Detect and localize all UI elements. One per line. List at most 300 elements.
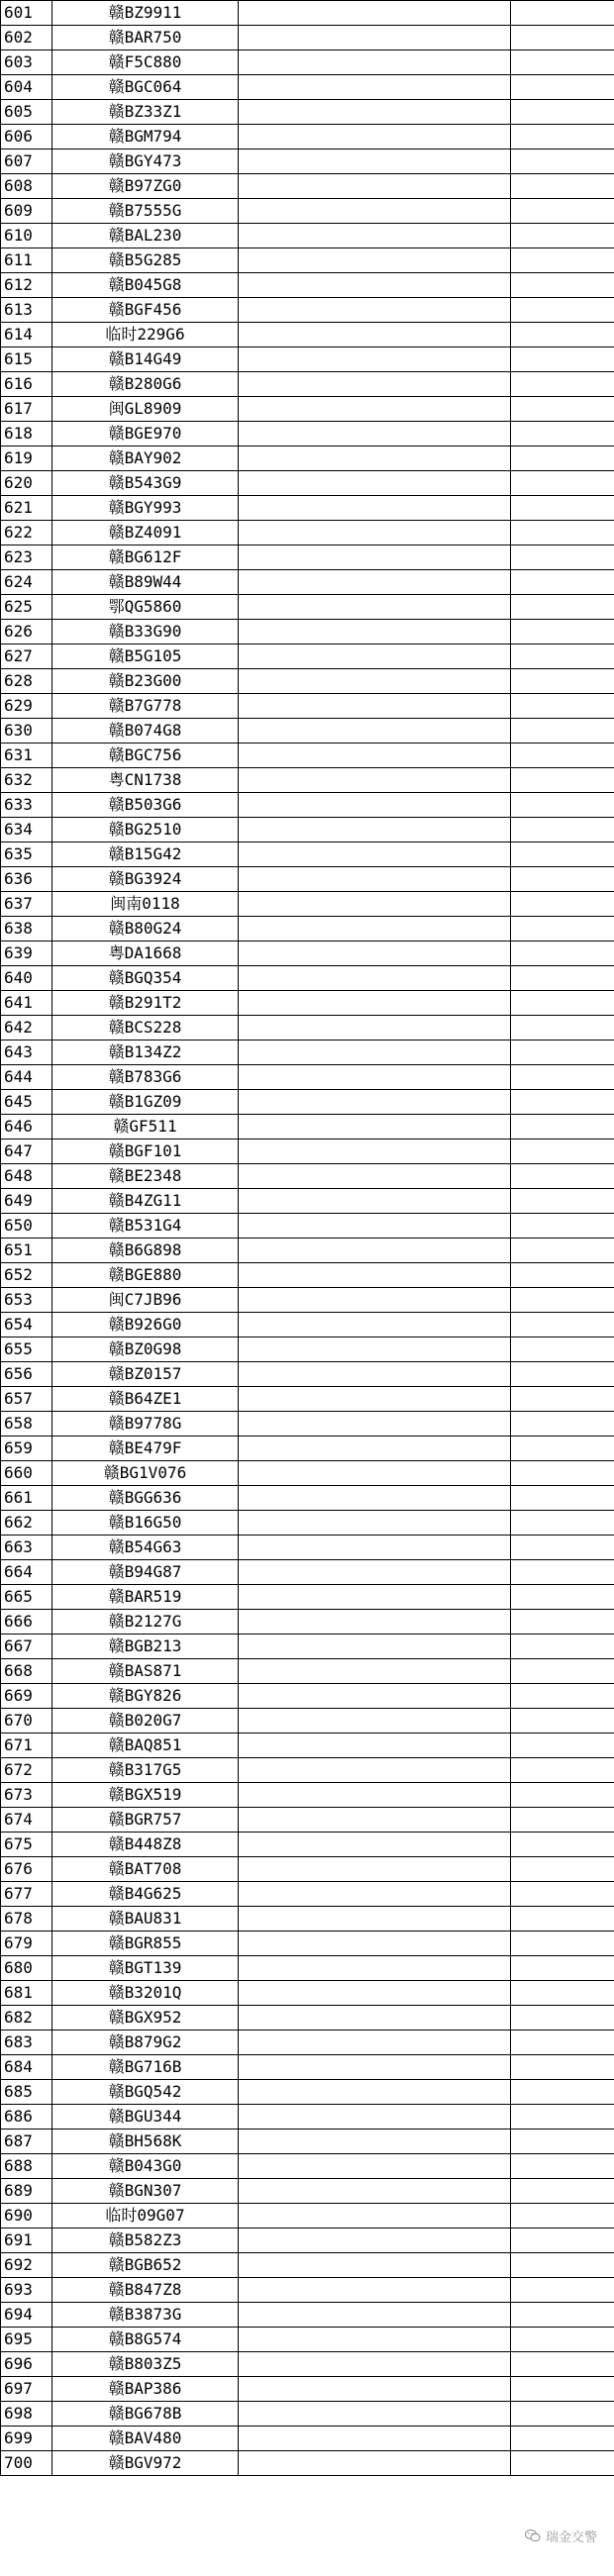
plate-number: 赣BGX519 <box>52 1783 239 1808</box>
row-number: 619 <box>1 446 52 471</box>
plate-number: 鄂QG5860 <box>52 595 239 620</box>
row-number: 612 <box>1 273 52 298</box>
plate-number: 赣BG612F <box>52 545 239 570</box>
plate-number: 闽GL8909 <box>52 397 239 422</box>
plate-number: 赣B97ZG0 <box>52 174 239 199</box>
plate-number: 赣BZ0G98 <box>52 1338 239 1362</box>
empty-cell <box>239 248 511 273</box>
table-row <box>1 1684 614 1709</box>
table-row <box>1 496 614 521</box>
plate-number: 赣B8G574 <box>52 2328 239 2352</box>
plate-number: 赣BE479F <box>52 1437 239 1461</box>
empty-cell <box>239 521 511 545</box>
row-number: 653 <box>1 1288 52 1313</box>
empty-cell <box>239 694 511 719</box>
table-row <box>1 595 614 620</box>
table-row <box>1 1437 614 1461</box>
row-number: 615 <box>1 347 52 372</box>
empty-cell <box>511 1981 614 2006</box>
row-number: 673 <box>1 1783 52 1808</box>
empty-cell <box>511 966 614 991</box>
account-watermark <box>522 2526 600 2546</box>
empty-cell <box>511 2080 614 2105</box>
empty-cell <box>511 2303 614 2328</box>
empty-cell <box>511 2229 614 2253</box>
empty-cell <box>511 1956 614 1981</box>
empty-cell <box>511 1313 614 1338</box>
row-number: 658 <box>1 1412 52 1437</box>
row-number: 687 <box>1 2130 52 2154</box>
empty-cell <box>239 595 511 620</box>
row-number: 686 <box>1 2105 52 2130</box>
table-row <box>1 372 614 397</box>
empty-cell <box>239 892 511 917</box>
row-number: 668 <box>1 1659 52 1684</box>
table-row <box>1 1610 614 1635</box>
table-row <box>1 397 614 422</box>
empty-cell <box>511 1461 614 1486</box>
table-row <box>1 1461 614 1486</box>
empty-cell <box>239 1263 511 1288</box>
empty-cell <box>511 397 614 422</box>
table-row <box>1 1412 614 1437</box>
plate-number: 赣BGE970 <box>52 422 239 446</box>
table-row <box>1 1857 614 1882</box>
empty-cell <box>511 1090 614 1115</box>
empty-cell <box>511 867 614 892</box>
empty-cell <box>511 1882 614 1907</box>
empty-cell <box>239 2006 511 2031</box>
table-row <box>1 1511 614 1536</box>
row-number: 662 <box>1 1511 52 1536</box>
table-row <box>1 1907 614 1932</box>
plate-number: 赣BG1V076 <box>52 1461 239 1486</box>
row-number: 670 <box>1 1709 52 1734</box>
table-row <box>1 1040 614 1065</box>
table-row <box>1 644 614 669</box>
row-number: 641 <box>1 991 52 1016</box>
plate-number: 赣B7555G <box>52 199 239 224</box>
row-number: 695 <box>1 2328 52 2352</box>
empty-cell <box>239 2055 511 2080</box>
empty-cell <box>511 1189 614 1214</box>
table-row <box>1 1139 614 1164</box>
empty-cell <box>511 1338 614 1362</box>
table-row <box>1 2031 614 2055</box>
empty-cell <box>239 2179 511 2204</box>
plate-number: 赣BG2510 <box>52 818 239 842</box>
plate-number: 闽C7JB96 <box>52 1288 239 1313</box>
table-row <box>1 2253 614 2278</box>
row-number: 649 <box>1 1189 52 1214</box>
row-number: 617 <box>1 397 52 422</box>
plate-number: 赣B317G5 <box>52 1758 239 1783</box>
empty-cell <box>511 199 614 224</box>
table-row <box>1 1 614 26</box>
empty-cell <box>239 768 511 793</box>
empty-cell <box>511 298 614 323</box>
empty-cell <box>239 966 511 991</box>
plate-number: 赣BAS871 <box>52 1659 239 1684</box>
empty-cell <box>511 1659 614 1684</box>
plate-number: 赣B582Z3 <box>52 2229 239 2253</box>
table-row <box>1 867 614 892</box>
row-number: 679 <box>1 1932 52 1956</box>
empty-cell <box>511 818 614 842</box>
empty-cell <box>511 1758 614 1783</box>
row-number: 633 <box>1 793 52 818</box>
empty-cell <box>511 719 614 743</box>
empty-cell <box>239 2031 511 2055</box>
row-number: 696 <box>1 2352 52 2377</box>
empty-cell <box>239 2451 511 2476</box>
table-row <box>1 1734 614 1758</box>
row-number: 677 <box>1 1882 52 1907</box>
row-number: 669 <box>1 1684 52 1709</box>
plate-number: 赣B074G8 <box>52 719 239 743</box>
empty-cell <box>511 1783 614 1808</box>
table-row <box>1 2154 614 2179</box>
empty-cell <box>239 793 511 818</box>
empty-cell <box>511 1610 614 1635</box>
empty-cell <box>511 2402 614 2427</box>
plate-number: 赣BGV972 <box>52 2451 239 2476</box>
empty-cell <box>511 1214 614 1238</box>
empty-cell <box>511 2154 614 2179</box>
plate-number: 赣BGY826 <box>52 1684 239 1709</box>
empty-cell <box>239 2229 511 2253</box>
empty-cell <box>239 1139 511 1164</box>
table-row <box>1 570 614 595</box>
row-number: 683 <box>1 2031 52 2055</box>
table-row <box>1 2055 614 2080</box>
empty-cell <box>511 1115 614 1139</box>
plate-number: 赣B5G105 <box>52 644 239 669</box>
row-number: 652 <box>1 1263 52 1288</box>
empty-cell <box>511 100 614 125</box>
plate-number: 赣BGY473 <box>52 149 239 174</box>
row-number: 691 <box>1 2229 52 2253</box>
plate-number: 赣B543G9 <box>52 471 239 496</box>
empty-cell <box>511 174 614 199</box>
empty-cell <box>239 1857 511 1882</box>
table-row <box>1 1338 614 1362</box>
row-number: 663 <box>1 1536 52 1560</box>
empty-cell <box>239 1214 511 1238</box>
row-number: 684 <box>1 2055 52 2080</box>
row-number: 634 <box>1 818 52 842</box>
empty-cell <box>239 1115 511 1139</box>
plate-number: 赣B531G4 <box>52 1214 239 1238</box>
table-row <box>1 1288 614 1313</box>
row-number: 676 <box>1 1857 52 1882</box>
empty-cell <box>239 1956 511 1981</box>
plate-number: 赣BAP386 <box>52 2377 239 2402</box>
table-row <box>1 842 614 867</box>
plate-number: 赣B020G7 <box>52 1709 239 1734</box>
empty-cell <box>239 422 511 446</box>
table-row <box>1 1659 614 1684</box>
empty-cell <box>511 991 614 1016</box>
table-row <box>1 941 614 966</box>
empty-cell <box>239 1907 511 1932</box>
empty-cell <box>511 1585 614 1610</box>
plate-number: 赣B1GZ09 <box>52 1090 239 1115</box>
plate-number: 赣B9778G <box>52 1412 239 1437</box>
empty-cell <box>239 743 511 768</box>
row-number: 685 <box>1 2080 52 2105</box>
plate-number: 赣B2127G <box>52 1610 239 1635</box>
plate-number: 临时229G6 <box>52 323 239 347</box>
empty-cell <box>511 521 614 545</box>
empty-cell <box>239 224 511 248</box>
plate-number: 赣BAL230 <box>52 224 239 248</box>
table-row <box>1 719 614 743</box>
row-number: 610 <box>1 224 52 248</box>
row-number: 699 <box>1 2427 52 2451</box>
table-row <box>1 1090 614 1115</box>
table-row <box>1 100 614 125</box>
empty-cell <box>511 842 614 867</box>
table-row <box>1 1115 614 1139</box>
plate-number: 赣B94G87 <box>52 1560 239 1585</box>
table-row <box>1 1833 614 1857</box>
plate-number: 赣BZ0157 <box>52 1362 239 1387</box>
row-number: 611 <box>1 248 52 273</box>
table-row <box>1 1560 614 1585</box>
empty-cell <box>239 1164 511 1189</box>
empty-cell <box>511 125 614 149</box>
table-row <box>1 669 614 694</box>
row-number: 674 <box>1 1808 52 1833</box>
empty-cell <box>239 1783 511 1808</box>
row-number: 700 <box>1 2451 52 2476</box>
table-row <box>1 2303 614 2328</box>
table-row <box>1 2278 614 2303</box>
empty-cell <box>511 1734 614 1758</box>
plate-number: 临时09G07 <box>52 2204 239 2229</box>
row-number: 689 <box>1 2179 52 2204</box>
empty-cell <box>511 1709 614 1734</box>
row-number: 620 <box>1 471 52 496</box>
table-row <box>1 2204 614 2229</box>
table-row <box>1 694 614 719</box>
empty-cell <box>239 1560 511 1585</box>
table-row <box>1 1808 614 1833</box>
empty-cell <box>511 2253 614 2278</box>
empty-cell <box>511 372 614 397</box>
table-row <box>1 2402 614 2427</box>
empty-cell <box>239 1981 511 2006</box>
empty-cell <box>239 1585 511 1610</box>
table-row <box>1 199 614 224</box>
empty-cell <box>511 75 614 100</box>
row-number: 635 <box>1 842 52 867</box>
empty-cell <box>511 2179 614 2204</box>
row-number: 654 <box>1 1313 52 1338</box>
empty-cell <box>239 1659 511 1684</box>
row-number: 659 <box>1 1437 52 1461</box>
table-row <box>1 1882 614 1907</box>
row-number: 655 <box>1 1338 52 1362</box>
plate-number: 赣GF511 <box>52 1115 239 1139</box>
empty-cell <box>511 2427 614 2451</box>
plate-number: 赣BZ33Z1 <box>52 100 239 125</box>
plate-number: 赣BGF101 <box>52 1139 239 1164</box>
plate-number: 赣BGU344 <box>52 2105 239 2130</box>
table-row <box>1 1932 614 1956</box>
empty-cell <box>239 1040 511 1065</box>
row-number: 604 <box>1 75 52 100</box>
empty-cell <box>239 1189 511 1214</box>
empty-cell <box>239 1065 511 1090</box>
row-number: 622 <box>1 521 52 545</box>
empty-cell <box>511 1263 614 1288</box>
row-number: 698 <box>1 2402 52 2427</box>
table-row <box>1 2427 614 2451</box>
row-number: 646 <box>1 1115 52 1139</box>
empty-cell <box>239 2080 511 2105</box>
empty-cell <box>511 1907 614 1932</box>
plate-number: 赣B4G625 <box>52 1882 239 1907</box>
table-row <box>1 966 614 991</box>
empty-cell <box>511 2278 614 2303</box>
empty-cell <box>511 1932 614 1956</box>
empty-cell <box>511 743 614 768</box>
plate-number: 赣BGT139 <box>52 1956 239 1981</box>
row-number: 614 <box>1 323 52 347</box>
empty-cell <box>239 199 511 224</box>
table-row <box>1 1387 614 1412</box>
plate-number: 赣BAR519 <box>52 1585 239 1610</box>
empty-cell <box>239 2130 511 2154</box>
row-number: 626 <box>1 620 52 644</box>
empty-cell <box>511 1 614 26</box>
empty-cell <box>511 347 614 372</box>
empty-cell <box>239 2253 511 2278</box>
empty-cell <box>511 2031 614 2055</box>
empty-cell <box>239 496 511 521</box>
row-number: 636 <box>1 867 52 892</box>
plate-number: 赣BGR855 <box>52 1932 239 1956</box>
plate-number: 赣B5G285 <box>52 248 239 273</box>
table-row <box>1 2105 614 2130</box>
plate-number: 赣BGN307 <box>52 2179 239 2204</box>
empty-cell <box>239 1016 511 1040</box>
plate-number: 粤CN1738 <box>52 768 239 793</box>
empty-cell <box>511 2377 614 2402</box>
empty-cell <box>239 620 511 644</box>
row-number: 666 <box>1 1610 52 1635</box>
table-row <box>1 26 614 50</box>
plate-number: 赣B291T2 <box>52 991 239 1016</box>
empty-cell <box>511 50 614 75</box>
plate-number: 赣B448Z8 <box>52 1833 239 1857</box>
table-row <box>1 50 614 75</box>
empty-cell <box>511 2204 614 2229</box>
table-row <box>1 1783 614 1808</box>
empty-cell <box>239 1932 511 1956</box>
empty-cell <box>511 644 614 669</box>
table-row <box>1 347 614 372</box>
row-number: 675 <box>1 1833 52 1857</box>
plate-number: 闽南0118 <box>52 892 239 917</box>
empty-cell <box>239 100 511 125</box>
empty-cell <box>239 2278 511 2303</box>
empty-cell <box>239 75 511 100</box>
empty-cell <box>511 422 614 446</box>
plate-number: 赣B80G24 <box>52 917 239 941</box>
row-number: 661 <box>1 1486 52 1511</box>
empty-cell <box>511 2105 614 2130</box>
empty-cell <box>511 1808 614 1833</box>
empty-cell <box>511 471 614 496</box>
empty-cell <box>511 273 614 298</box>
row-number: 631 <box>1 743 52 768</box>
empty-cell <box>511 1040 614 1065</box>
row-number: 643 <box>1 1040 52 1065</box>
empty-cell <box>239 347 511 372</box>
table-row <box>1 793 614 818</box>
empty-cell <box>239 1338 511 1362</box>
empty-cell <box>239 1412 511 1437</box>
table-row <box>1 1164 614 1189</box>
empty-cell <box>239 818 511 842</box>
plate-number: 赣B6G898 <box>52 1238 239 1263</box>
plate-number: 赣B783G6 <box>52 1065 239 1090</box>
row-number: 625 <box>1 595 52 620</box>
empty-cell <box>239 1734 511 1758</box>
empty-cell <box>239 644 511 669</box>
empty-cell <box>239 125 511 149</box>
row-number: 680 <box>1 1956 52 1981</box>
empty-cell <box>511 1065 614 1090</box>
empty-cell <box>511 545 614 570</box>
empty-cell <box>239 2328 511 2352</box>
empty-cell <box>239 397 511 422</box>
table-row <box>1 2377 614 2402</box>
plate-number: 赣BAV480 <box>52 2427 239 2451</box>
empty-cell <box>239 1808 511 1833</box>
table-row <box>1 1956 614 1981</box>
table-row <box>1 1486 614 1511</box>
empty-cell <box>239 1536 511 1560</box>
empty-cell <box>511 1139 614 1164</box>
empty-cell <box>239 372 511 397</box>
table-row <box>1 149 614 174</box>
plate-number: 赣BAU831 <box>52 1907 239 1932</box>
table-row <box>1 174 614 199</box>
table-row <box>1 323 614 347</box>
plate-number: 赣BGC756 <box>52 743 239 768</box>
empty-cell <box>511 941 614 966</box>
empty-cell <box>239 941 511 966</box>
table-row <box>1 2080 614 2105</box>
plate-number: 赣BGC064 <box>52 75 239 100</box>
empty-cell <box>511 1288 614 1313</box>
plate-number: 赣B043G0 <box>52 2154 239 2179</box>
table-row <box>1 545 614 570</box>
empty-cell <box>511 2451 614 2476</box>
table-row <box>1 2229 614 2253</box>
table-row <box>1 1313 614 1338</box>
empty-cell <box>511 1833 614 1857</box>
empty-cell <box>511 323 614 347</box>
empty-cell <box>239 298 511 323</box>
empty-cell <box>511 1635 614 1659</box>
empty-cell <box>511 248 614 273</box>
table-row <box>1 1362 614 1387</box>
